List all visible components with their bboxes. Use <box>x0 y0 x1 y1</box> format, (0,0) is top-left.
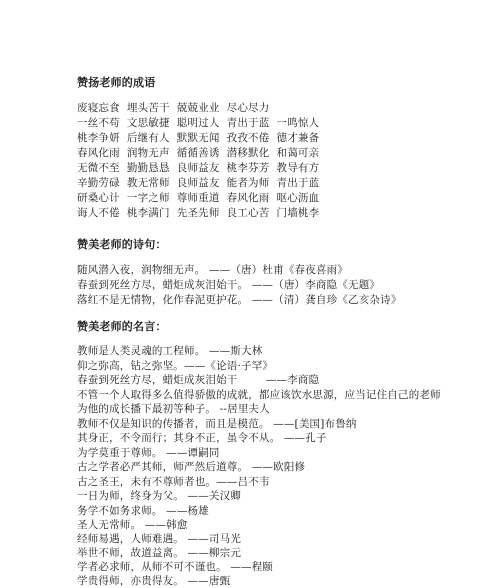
quote-line: 古之圣王，未有不尊师者也。——吕不韦 <box>77 476 270 488</box>
quote-line: 为他的成长播下最初等种子。 --居里夫人 <box>77 403 270 415</box>
quote-line: 仰之弥高，钻之弥坚。——《论语·子罕》 <box>77 360 274 372</box>
idiom-row: 诲人不倦 桃李满门 先圣先师 良工心苦 门墙桃李 <box>77 207 320 219</box>
quote-line: 学贵得师，亦贵得友。 ——唐甄 <box>77 575 231 587</box>
poem-line: 落红不是无情物，化作春泥更护花。 ——（清）龚自珍《乙亥杂诗》 <box>77 294 402 306</box>
quote-line: 春蚕到死丝方尽，蜡炬成灰泪始干 ——李商隐 <box>77 374 320 386</box>
poem-line: 随风潜入夜，润物细无声。 ——（唐）杜甫《春夜喜雨》 <box>77 264 349 276</box>
idiom-row: 辛勤劳碌 教无常师 良师益友 能者为师 青出于蓝 <box>77 177 320 189</box>
poem-line: 春蚕到死丝方尽，蜡炬成灰泪始干。 ——（唐）李商隐《无题》 <box>77 279 381 291</box>
quote-line: 教师不仅是知识的传播者，而且是模范。 ——[美国]布鲁纳 <box>77 418 357 430</box>
quote-line: 不管一个人取得多么值得骄傲的成就，都应该饮水思源，应当记住自己的老师 <box>77 389 441 401</box>
poems-heading: 赞美老师的诗句： <box>77 238 167 251</box>
quote-line: 教师是人类灵魂的工程师。 ——斯大林 <box>77 345 263 357</box>
quote-line: 经师易遇，人师难遇。 ——司马光 <box>77 533 242 545</box>
quote-line: 务学不如务求师。 ——杨雄 <box>77 505 209 517</box>
quotes-heading: 赞美老师的名言： <box>77 320 167 333</box>
idiom-row: 一丝不苟 文思敏捷 聪明过人 青出于蓝 一鸣惊人 <box>77 117 320 129</box>
idiom-row: 桃李争妍 后继有人 默默无闻 孜孜不倦 德才兼备 <box>77 132 320 144</box>
quote-line: 举世不师，故道益离。 ——柳宗元 <box>77 547 242 559</box>
idioms-heading: 赞扬老师的成语 <box>77 76 156 89</box>
idiom-row: 废寝忘食 埋头苦干 兢兢业业 尽心尽力 <box>77 102 270 114</box>
idiom-row: 春风化雨 润物无声 循循善诱 潜移默化 和蔼可亲 <box>77 147 320 159</box>
quote-line: 其身正，不令而行；其身不正，虽令不从。 ——孔子 <box>77 432 327 444</box>
quote-line: 学者必求师，从师不可不谨也。 ——程颐 <box>77 561 274 573</box>
quote-line: 为学莫重于尊师。 ——谭嗣同 <box>77 447 220 459</box>
quote-line: 圣人无常师。 ——韩愈 <box>77 519 188 531</box>
idiom-row: 无微不至 勤勤恳恳 良师益友 桃李芬芳 教导有方 <box>77 162 320 174</box>
quote-line: 一日为师，终身为父。 ——关汉卿 <box>77 490 242 502</box>
idiom-row: 研桑心计 一字之师 尊师重道 春风化雨 呕心沥血 <box>77 192 320 204</box>
quote-line: 古之学者必严其师，师严然后道尊。 ——欧阳修 <box>77 461 306 473</box>
